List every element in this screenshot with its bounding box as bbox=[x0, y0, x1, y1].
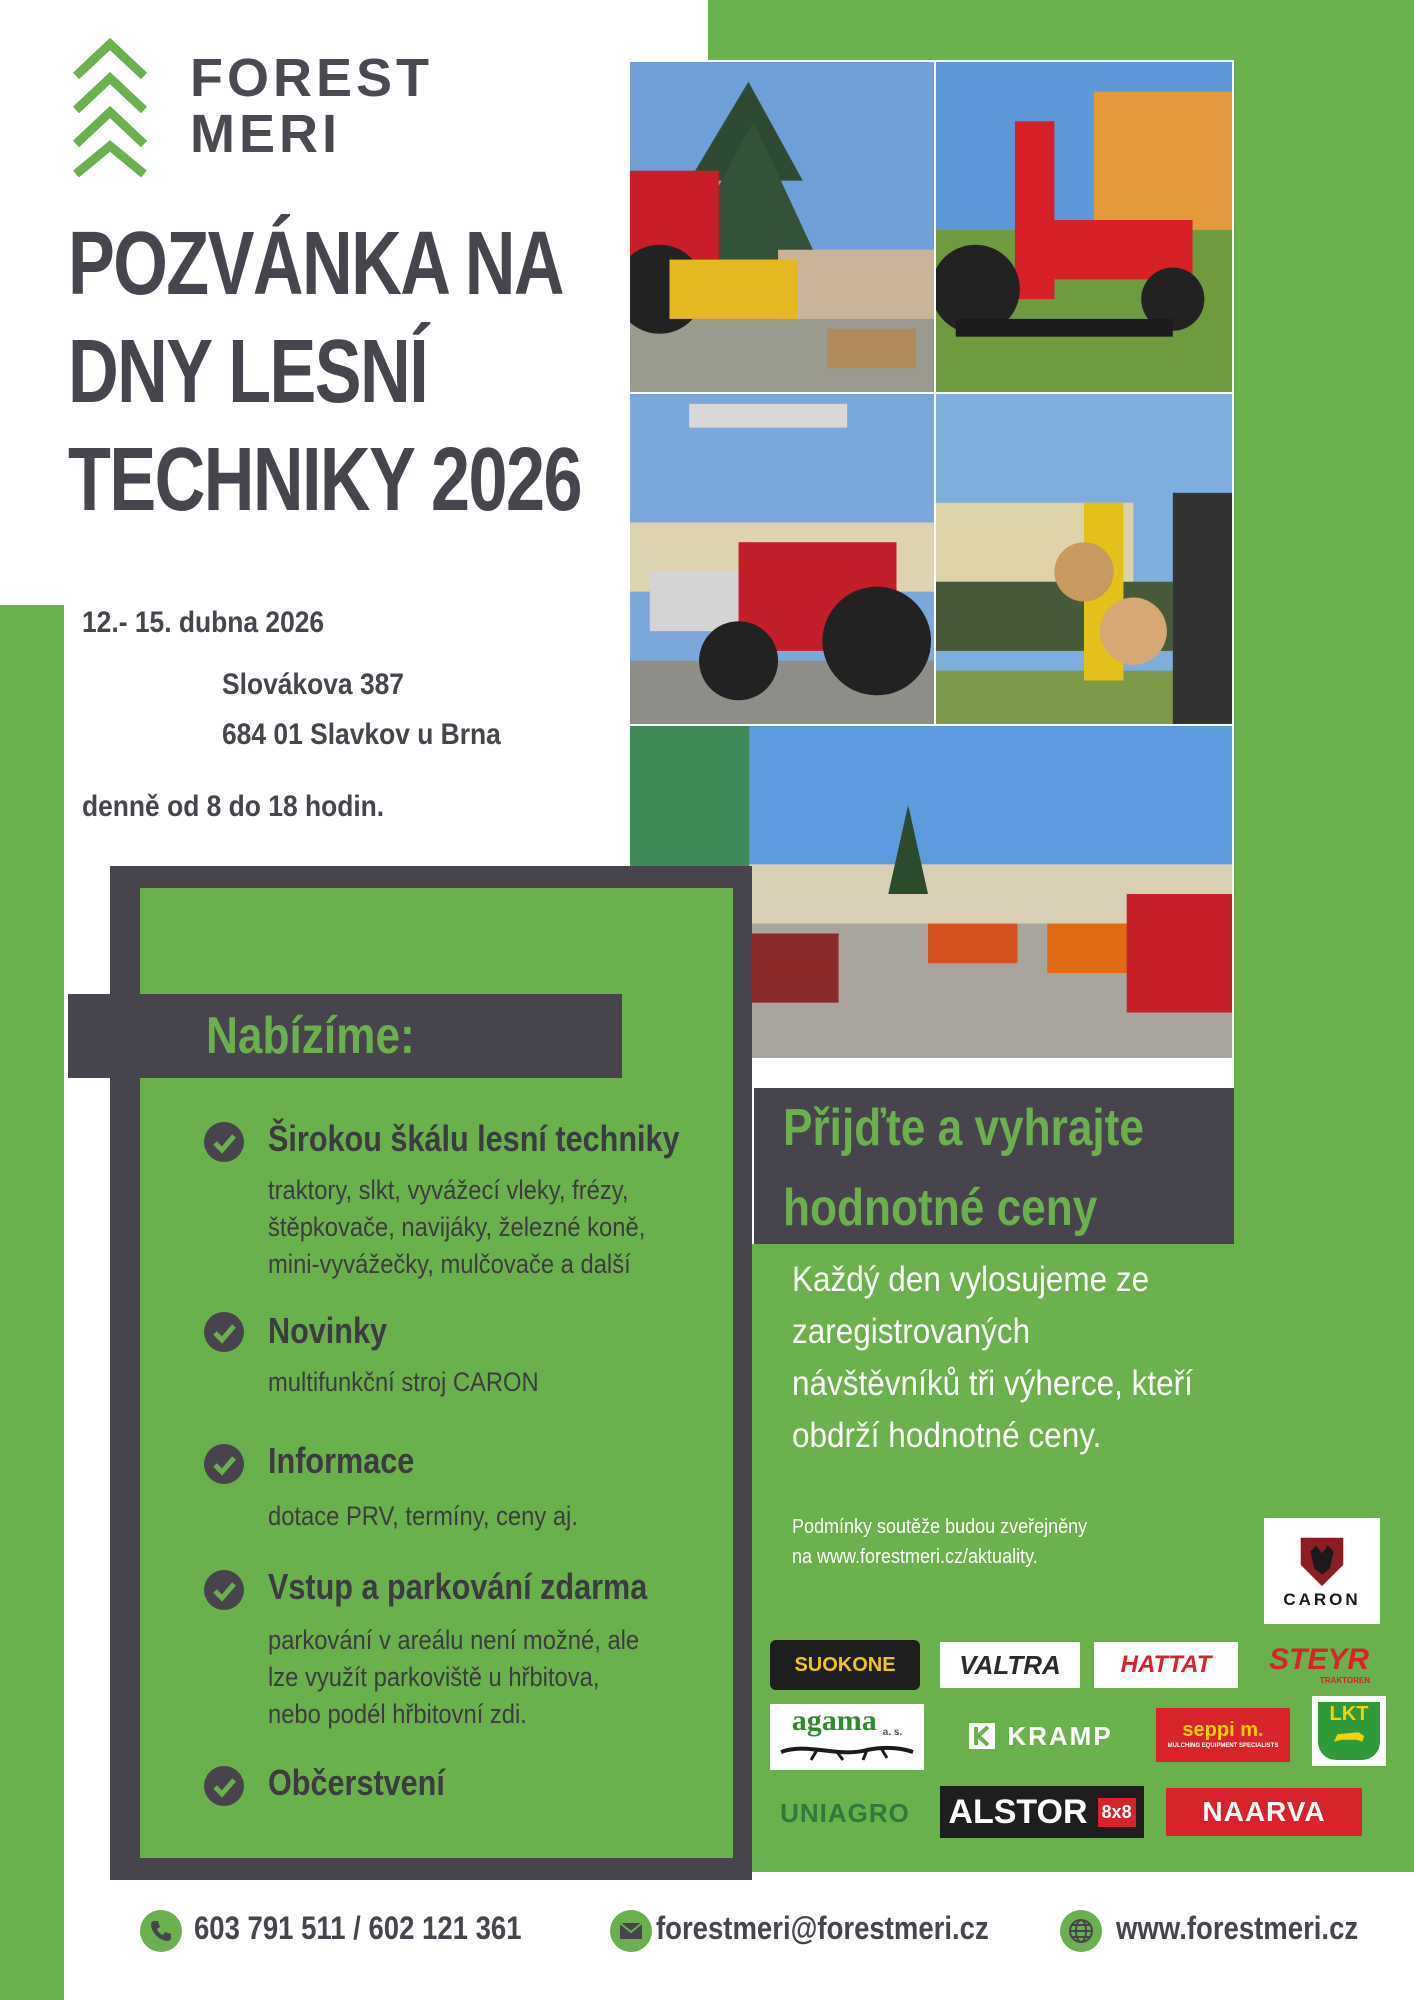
win-conditions-note: Podmínky soutěže budou zveřejněny na www.forestmeri.cz/aktuality. bbox=[792, 1516, 1088, 1568]
forest-logo-icon bbox=[70, 38, 150, 178]
kramp-logo bbox=[940, 1714, 1140, 1758]
offer-item-title: Novinky bbox=[268, 1310, 388, 1351]
photo-tractor-mulcher bbox=[628, 60, 936, 394]
agama-logo bbox=[770, 1704, 924, 1770]
kramp-k-icon bbox=[967, 1721, 997, 1751]
brand-name bbox=[190, 50, 433, 162]
title-line1: POZVÁNKA NA bbox=[68, 214, 564, 314]
check-icon bbox=[204, 1766, 244, 1806]
steyr-logo bbox=[1254, 1640, 1384, 1690]
uniagro-logo bbox=[770, 1790, 920, 1836]
lizard-icon bbox=[777, 1738, 917, 1762]
offer-item-title: Informace bbox=[268, 1440, 415, 1481]
page-title bbox=[68, 210, 581, 534]
title-line3: TECHNIKY 2026 bbox=[68, 430, 581, 530]
event-hours: denně od 8 do 18 hodin. bbox=[82, 790, 385, 823]
valtra-logo bbox=[940, 1642, 1080, 1688]
check-icon bbox=[204, 1444, 244, 1484]
contact-email[interactable]: forestmeri@forestmeri.cz bbox=[656, 1910, 989, 1946]
offer-item-title: Vstup a parkování zdarma bbox=[268, 1566, 648, 1607]
naarva-logo bbox=[1166, 1788, 1362, 1836]
check-icon bbox=[204, 1570, 244, 1610]
offer-item-title: Občerstvení bbox=[268, 1762, 445, 1803]
caron-logo-text: CARON bbox=[1283, 1590, 1361, 1609]
steyr-logo-subtitle: TRAKTOREN bbox=[1319, 1676, 1370, 1685]
kramp-logo-text: KRAMP bbox=[1007, 1720, 1113, 1751]
brand-line2: MERI bbox=[190, 104, 341, 164]
suokone-logo bbox=[770, 1640, 920, 1690]
contact-web[interactable]: www.forestmeri.cz bbox=[1116, 1910, 1359, 1946]
caron-emblem-icon bbox=[1293, 1532, 1351, 1590]
left-green-strip bbox=[0, 605, 64, 2000]
alstor-logo bbox=[940, 1786, 1144, 1838]
agama-logo-suffix: a. s. bbox=[882, 1727, 903, 1738]
caron-logo bbox=[1264, 1518, 1380, 1624]
offer-item-desc: multifunkční stroj CARON bbox=[268, 1367, 539, 1397]
contact-phone[interactable]: 603 791 511 / 602 121 361 bbox=[194, 1910, 522, 1946]
offer-heading: Nabízíme: bbox=[206, 1007, 415, 1065]
event-dates: 12.- 15. dubna 2026 bbox=[82, 606, 325, 639]
lkt-logo-text: LKT bbox=[1329, 1703, 1369, 1725]
agama-logo-text: agama bbox=[791, 1704, 877, 1737]
offer-item-desc: parkování v areálu není možné, ale lze využít parkoviště u hřbitova, nebo podél hřbitovní zdi. bbox=[268, 1625, 640, 1729]
seppi-logo bbox=[1156, 1708, 1290, 1762]
steyr-logo-text: STEYR bbox=[1268, 1643, 1370, 1676]
check-icon bbox=[204, 1312, 244, 1352]
lkt-logo bbox=[1312, 1696, 1386, 1766]
seppi-logo-subtitle: MULCHING EQUIPMENT SPECIALISTS bbox=[1167, 1743, 1279, 1749]
event-address-city: 684 01 Slavkov u Brna bbox=[222, 718, 501, 751]
photo-wood-splitter bbox=[934, 392, 1234, 726]
email-icon bbox=[610, 1910, 652, 1952]
uniagro-logo-text: UNIAGRO bbox=[780, 1797, 910, 1828]
bear-icon bbox=[1330, 1726, 1368, 1746]
alstor-logo-badge: 8x8 bbox=[1098, 1798, 1136, 1827]
offer-item-desc: traktory, slkt, vyvážecí vleky, frézy, štěpkovače, navijáky, železné koně, mini-vyvážečky, mulčovače a další bbox=[268, 1175, 646, 1279]
title-line2: DNY LESNÍ bbox=[68, 322, 428, 422]
brand-line1: FOREST bbox=[190, 48, 434, 108]
seppi-logo-text: seppi m. bbox=[1182, 1719, 1264, 1741]
event-address-street: Slovákova 387 bbox=[222, 668, 404, 701]
offer-item-title: Širokou škálu lesní techniky bbox=[268, 1118, 680, 1159]
photo-steyr-tractors bbox=[628, 392, 936, 726]
win-description: Každý den vylosujeme ze zaregistrovaných návštěvníků tři výherce, kteří obdrží hodnotné ceny. bbox=[792, 1260, 1193, 1455]
offer-item-desc: dotace PRV, termíny, ceny aj. bbox=[268, 1501, 578, 1531]
suokone-logo-text: SUOKONE bbox=[794, 1653, 896, 1676]
globe-icon bbox=[1060, 1910, 1102, 1952]
photo-forestry-trailer bbox=[934, 60, 1234, 394]
phone-icon bbox=[140, 1910, 182, 1952]
check-icon bbox=[204, 1122, 244, 1162]
naarva-logo-text: NAARVA bbox=[1202, 1796, 1326, 1827]
alstor-logo-text: ALSTOR bbox=[948, 1792, 1088, 1831]
hattat-logo bbox=[1094, 1642, 1238, 1688]
win-heading: Přijďte a vyhrajte hodnotné ceny bbox=[783, 1099, 1144, 1237]
hattat-logo-text: HATTAT bbox=[1120, 1651, 1212, 1678]
valtra-logo-text: VALTRA bbox=[959, 1649, 1061, 1680]
